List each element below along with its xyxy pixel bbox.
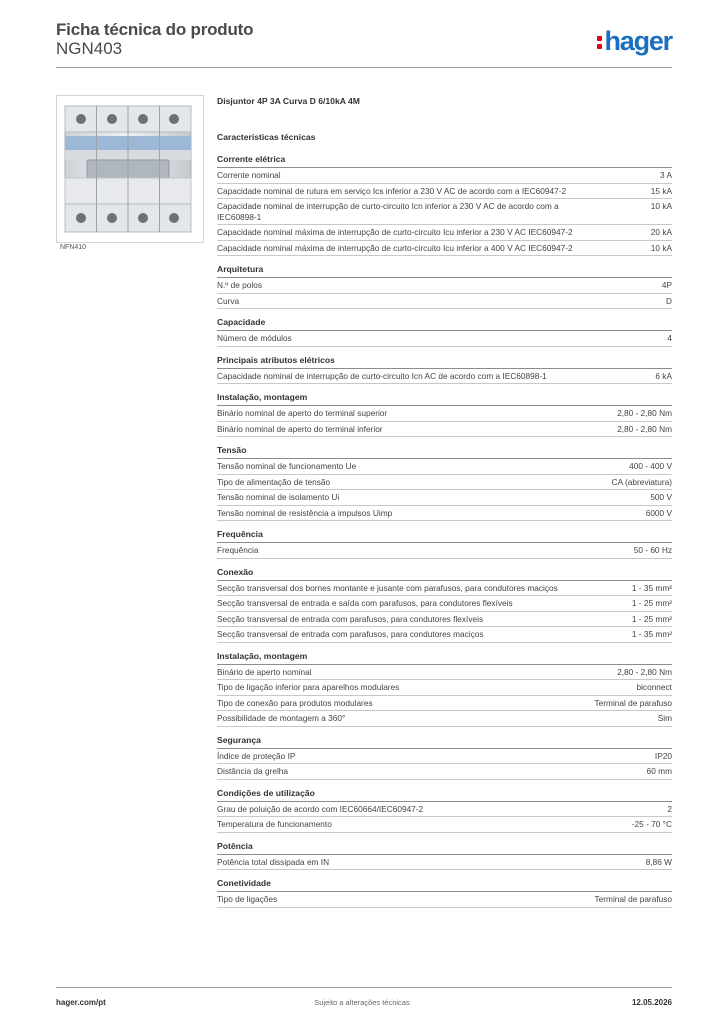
spec-value: 1 - 25 mm²: [631, 613, 672, 624]
spec-label: Binário nominal de aperto do terminal inferior: [217, 423, 383, 434]
spec-label: Distância da grelha: [217, 766, 289, 776]
spec-label: Tensão nominal de resistência a impulsos Uimp: [217, 507, 393, 518]
spec-value: 4P: [661, 280, 672, 290]
technical-characteristics-title: Características técnicas: [217, 132, 316, 142]
spec-row: [217, 331, 672, 347]
spec-section: [217, 567, 672, 643]
spec-row: [217, 369, 672, 385]
spec-value: 4: [667, 333, 672, 343]
section-title: Frequência: [217, 529, 672, 543]
spec-section: [217, 788, 672, 833]
spec-value: 2,80 - 2,80 Nm: [617, 423, 672, 434]
spec-row: [217, 612, 672, 628]
product-image: [56, 95, 204, 243]
spec-value: 2,80 - 2,80 Nm: [617, 666, 672, 677]
logo-dots-icon: [597, 32, 603, 50]
footer-website-link[interactable]: hager.com/pt: [56, 998, 106, 1007]
spec-value: 20 kA: [650, 227, 672, 237]
section-title: Instalação, montagem: [217, 651, 672, 665]
footer-notice: Sujeito a alterações técnicas: [314, 998, 410, 1007]
spec-row: [217, 225, 672, 241]
page-title: Ficha técnica do produto: [56, 20, 254, 39]
spec-label: Potência total dissipada em IN: [217, 856, 330, 867]
spec-row: [217, 696, 672, 712]
section-title: Condições de utilização: [217, 788, 672, 802]
spec-label: Tipo de ligação inferior para aparelhos modulares: [217, 682, 400, 692]
technical-content: [217, 96, 672, 916]
spec-value: IP20: [654, 750, 672, 761]
spec-label: Capacidade nominal máxima de interrupção de curto-circuito Icu inferior a 230 V AC IEC60947-2: [217, 227, 573, 237]
spec-row: [217, 490, 672, 506]
spec-value: 15 kA: [650, 185, 672, 196]
spec-value: 3 A: [660, 170, 672, 180]
footer-divider: [56, 987, 672, 988]
product-code: NGN403: [56, 39, 123, 58]
hager-logo: [597, 26, 672, 57]
spec-section: [217, 529, 672, 559]
spec-value: 2: [667, 803, 672, 814]
spec-label: Curva: [217, 295, 240, 306]
spec-value: Terminal de parafuso: [594, 697, 672, 708]
spec-label: Número de módulos: [217, 333, 292, 343]
spec-row: [217, 475, 672, 491]
spec-row: [217, 506, 672, 522]
spec-value: Terminal de parafuso: [594, 894, 672, 904]
spec-section: [217, 317, 672, 347]
spec-value: biconnect: [636, 682, 672, 692]
spec-value: 400 - 400 V: [629, 461, 672, 471]
spec-label: Capacidade nominal máxima de interrupção de curto-circuito Icu inferior a 400 V AC IEC60947-2: [217, 242, 573, 253]
spec-label: Tensão nominal de isolamento Ui: [217, 492, 340, 502]
spec-label: Grau de poluição de acordo com IEC60664/IEC60947-2: [217, 803, 424, 814]
spec-row: [217, 817, 672, 833]
spec-value: 50 - 60 Hz: [633, 545, 672, 555]
spec-row: [217, 543, 672, 559]
spec-row: [217, 764, 672, 780]
section-title: Conetividade: [217, 878, 672, 892]
section-title: Corrente elétrica: [217, 154, 672, 168]
spec-label: Índice de proteção IP: [217, 750, 296, 761]
spec-row: [217, 855, 672, 871]
spec-section: [217, 445, 672, 521]
section-title: Capacidade: [217, 317, 672, 331]
section-title: Segurança: [217, 735, 672, 749]
spec-section: [217, 841, 672, 871]
spec-row: [217, 168, 672, 184]
section-title: Arquitetura: [217, 264, 672, 278]
spec-row: [217, 680, 672, 696]
spec-row: [217, 665, 672, 681]
image-caption: NFN410: [60, 244, 87, 251]
spec-row: [217, 596, 672, 612]
spec-row: [217, 459, 672, 475]
spec-value: 10 kA: [650, 242, 672, 253]
spec-section: [217, 878, 672, 908]
spec-label: Secção transversal dos bornes montante e jusante com parafusos, para condutores maciços: [217, 582, 558, 593]
spec-value: 60 mm: [646, 766, 672, 776]
spec-value: 6000 V: [645, 507, 672, 518]
spec-value: 10 kA: [650, 201, 672, 211]
spec-section: [217, 651, 672, 727]
spec-sections: [217, 154, 672, 908]
spec-label: Capacidade nominal de interrupção de curto-circuito Icn AC de acordo com a IEC60898-1: [217, 370, 547, 381]
spec-label: Tipo de alimentação de tensão: [217, 476, 331, 487]
spec-label: Capacidade nominal de interrupção de curto-circuito Icn inferior a 230 V AC de acordo com a IEC60898-1: [217, 201, 559, 222]
spec-row: [217, 422, 672, 438]
spec-section: [217, 355, 672, 385]
spec-label: Binário nominal de aperto do terminal superior: [217, 408, 388, 418]
logo-text: hager: [604, 26, 672, 56]
spec-label: Secção transversal de entrada com parafusos, para condutores flexíveis: [217, 613, 484, 624]
spec-label: Binário de aperto nominal: [217, 666, 312, 677]
spec-label: Frequência: [217, 545, 259, 555]
spec-label: Possibilidade de montagem a 360°: [217, 713, 346, 723]
spec-section: [217, 735, 672, 780]
product-description: Disjuntor 4P 3A Curva D 6/10kA 4M: [217, 96, 360, 106]
spec-label: Capacidade nominal de rutura em serviço Ics inferior a 230 V AC de acordo com a IEC60947-2: [217, 185, 567, 196]
spec-value: 1 - 35 mm²: [631, 629, 672, 639]
spec-section: [217, 392, 672, 437]
section-title: Tensão: [217, 445, 672, 459]
spec-row: [217, 802, 672, 818]
spec-label: Tensão nominal de funcionamento Ue: [217, 461, 357, 471]
spec-label: Tipo de conexão para produtos modulares: [217, 697, 373, 708]
header-divider: [56, 67, 672, 68]
section-title: Potência: [217, 841, 672, 855]
spec-value: 500 V: [650, 492, 672, 502]
spec-value: 2,80 - 2,80 Nm: [617, 408, 672, 418]
spec-row: [217, 184, 672, 200]
spec-value: -25 - 70 °C: [631, 819, 672, 829]
spec-label: N.º de polos: [217, 280, 263, 290]
spec-value: D: [666, 295, 672, 306]
spec-label: Tipo de ligações: [217, 894, 278, 904]
spec-section: [217, 264, 672, 309]
spec-value: 1 - 25 mm²: [631, 598, 672, 608]
spec-label: Corrente nominal: [217, 170, 281, 180]
spec-row: [217, 711, 672, 727]
spec-row: [217, 199, 672, 225]
spec-value: CA (abreviatura): [611, 476, 672, 487]
spec-row: [217, 241, 672, 257]
spec-value: Sim: [657, 713, 672, 723]
section-title: Conexão: [217, 567, 672, 581]
spec-section: [217, 154, 672, 256]
footer-date: 12.05.2026: [631, 998, 672, 1007]
spec-value: 8,86 W: [645, 856, 672, 867]
spec-row: [217, 627, 672, 643]
spec-row: [217, 406, 672, 422]
spec-value: 1 - 35 mm²: [631, 582, 672, 593]
section-title: Principais atributos elétricos: [217, 355, 672, 369]
spec-row: [217, 581, 672, 597]
spec-row: [217, 294, 672, 310]
circuit-breaker-illustration: [57, 96, 203, 242]
section-title: Instalação, montagem: [217, 392, 672, 406]
spec-row: [217, 749, 672, 765]
spec-label: Temperatura de funcionamento: [217, 819, 332, 829]
spec-row: [217, 892, 672, 908]
spec-label: Secção transversal de entrada e saída com parafusos, para condutores flexíveis: [217, 598, 513, 608]
spec-row: [217, 278, 672, 294]
spec-label: Secção transversal de entrada com parafusos, para condutores maciços: [217, 629, 484, 639]
spec-value: 6 kA: [655, 370, 672, 381]
